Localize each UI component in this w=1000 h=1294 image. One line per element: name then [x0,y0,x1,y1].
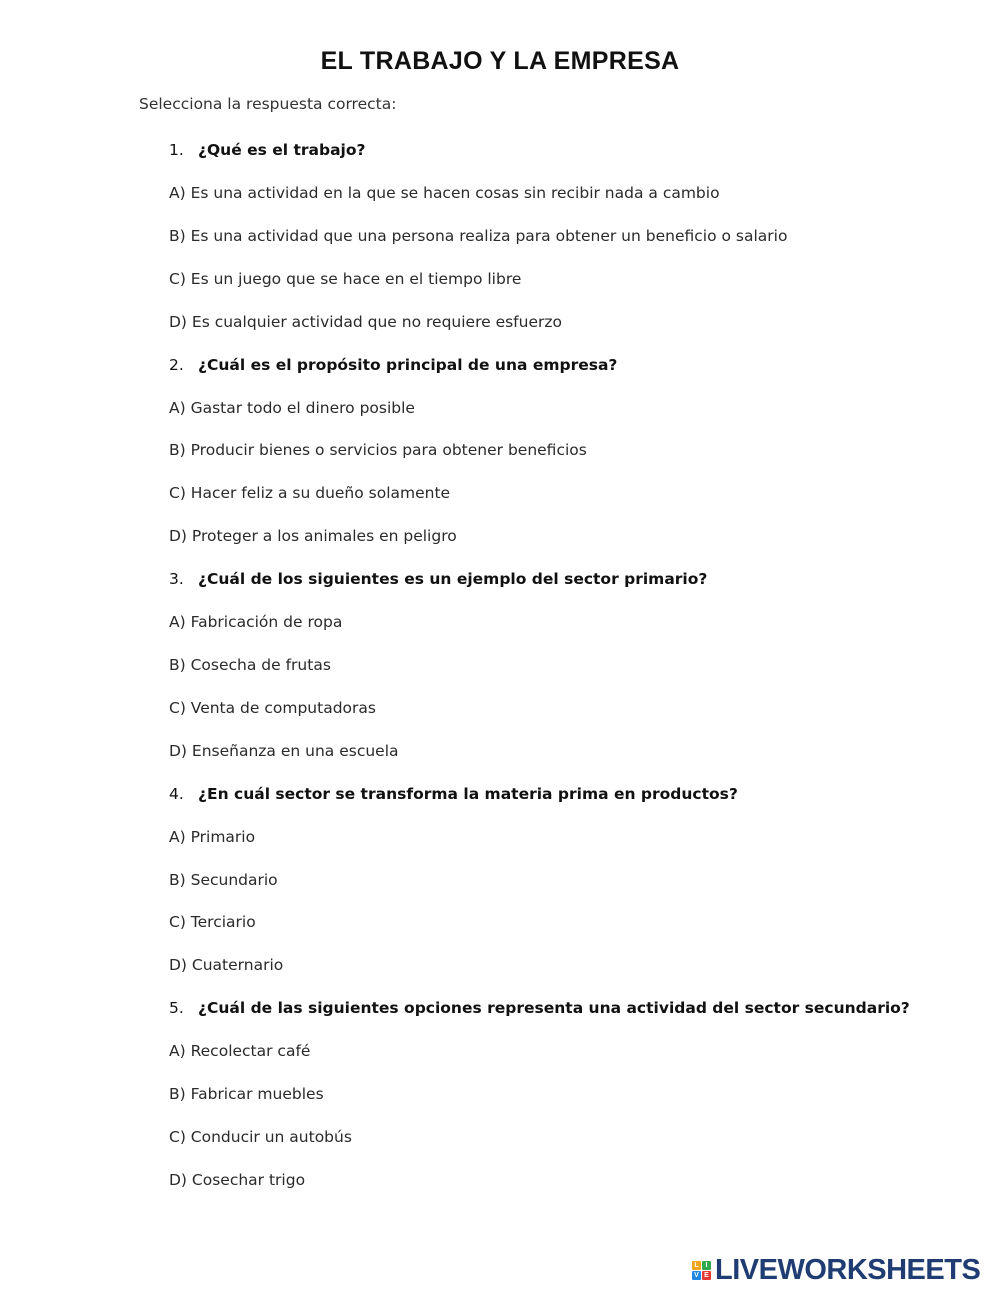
question-text: ¿Qué es el trabajo? [198,141,366,159]
option-2c[interactable]: C) Hacer feliz a su dueño solamente [169,484,451,502]
option-5c[interactable]: C) Conducir un autobús [169,1128,352,1146]
question-1 [169,141,366,159]
question-number: 4. [169,785,184,803]
question-5 [169,999,910,1017]
option-3b[interactable]: B) Cosecha de frutas [169,656,331,674]
logo-mark-letter: E [702,1271,711,1280]
question-2 [169,356,617,374]
question-text: ¿Cuál es el propósito principal de una empresa? [198,356,618,374]
option-1b[interactable]: B) Es una actividad que una persona realiza para obtener un beneficio o salario [169,227,788,245]
option-3a[interactable]: A) Fabricación de ropa [169,613,343,631]
option-5b[interactable]: B) Fabricar muebles [169,1085,324,1103]
question-text: ¿En cuál sector se transforma la materia prima en productos? [198,785,738,803]
question-4 [169,785,738,803]
option-1c[interactable]: C) Es un juego que se hace en el tiempo libre [169,270,522,288]
question-number: 2. [169,356,184,374]
question-text: ¿Cuál de las siguientes opciones representa una actividad del sector secundario? [198,999,910,1017]
question-number: 5. [169,999,184,1017]
option-3c[interactable]: C) Venta de computadoras [169,699,376,717]
option-4a[interactable]: A) Primario [169,828,256,846]
logo-mark-icon [692,1261,711,1280]
page-title: EL TRABAJO Y LA EMPRESA [320,47,680,75]
logo-mark-letter: L [692,1261,701,1270]
logo-mark-letter: V [692,1271,701,1280]
option-4c[interactable]: C) Terciario [169,913,256,931]
option-2b[interactable]: B) Producir bienes o servicios para obtener beneficios [169,441,587,459]
liveworksheets-logo [692,1254,980,1286]
instruction-text: Selecciona la respuesta correcta: [139,95,397,113]
logo-text: LIVEWORKSHEETS [715,1253,981,1286]
option-5d[interactable]: D) Cosechar trigo [169,1171,306,1189]
question-text: ¿Cuál de los siguientes es un ejemplo del sector primario? [198,570,708,588]
question-number: 1. [169,141,184,159]
option-2a[interactable]: A) Gastar todo el dinero posible [169,399,415,417]
question-number: 3. [169,570,184,588]
logo-mark-letter: I [702,1261,711,1270]
option-2d[interactable]: D) Proteger a los animales en peligro [169,527,457,545]
question-3 [169,570,707,588]
option-1d[interactable]: D) Es cualquier actividad que no requiere esfuerzo [169,313,562,331]
option-3d[interactable]: D) Enseñanza en una escuela [169,742,399,760]
option-1a[interactable]: A) Es una actividad en la que se hacen cosas sin recibir nada a cambio [169,184,720,202]
option-5a[interactable]: A) Recolectar café [169,1042,311,1060]
option-4d[interactable]: D) Cuaternario [169,956,284,974]
option-4b[interactable]: B) Secundario [169,871,278,889]
